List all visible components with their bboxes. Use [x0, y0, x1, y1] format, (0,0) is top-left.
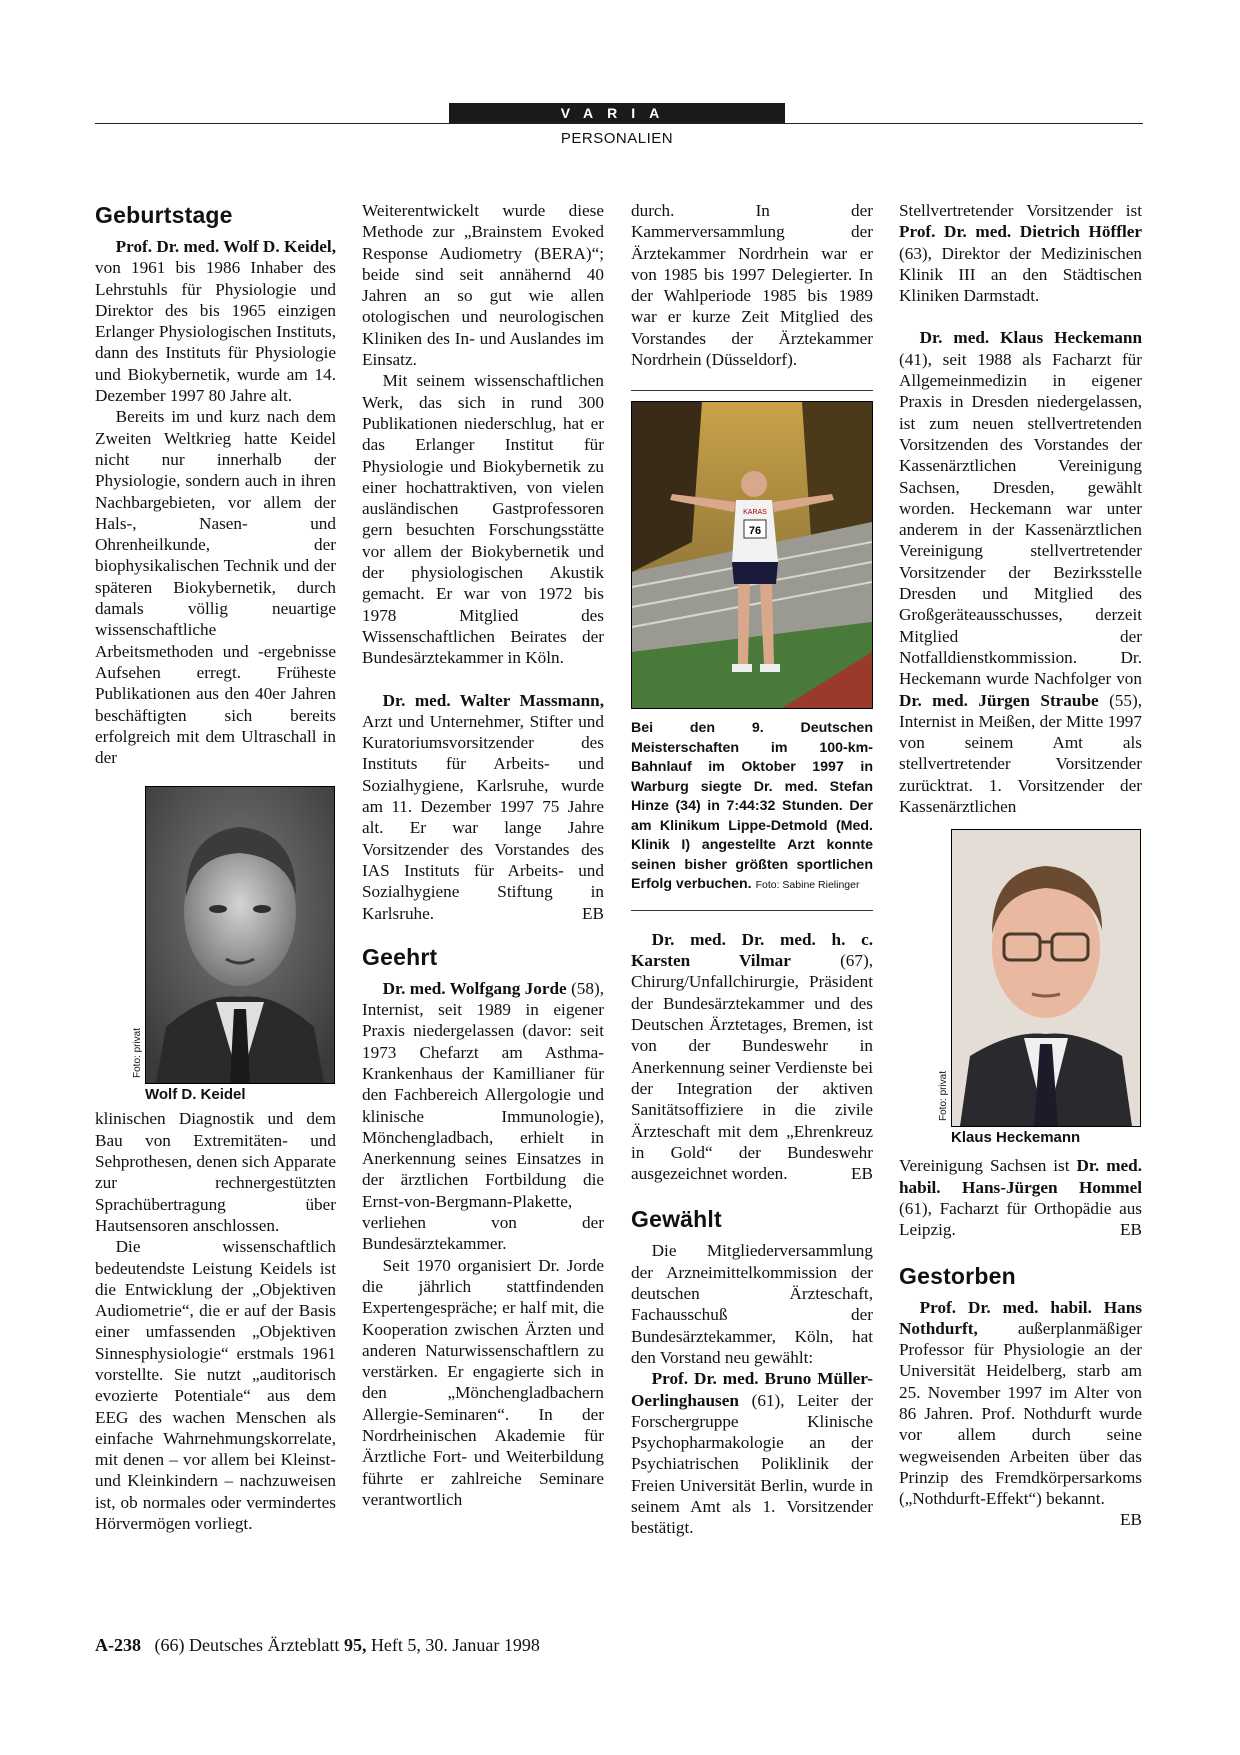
paragraph: Mit seinem wissenschaftlichen Werk, das sich in rund 300 Publikationen niederschlug, hat er das Erlanger Institut für Physiologie und Biokybernetik zu einer hochattraktiven, von vielen ausländischen Gastprofessoren gern besuchten Forschungsstätte vor allem der Biokybernetik und der physiologischen Akustik gemacht. Er war von 1972 bis 1978 Mitglied des Wissenschaftlichen Beirates der Bundesärztekammer in Köln.	[362, 371, 604, 668]
column-2	[362, 200, 604, 1510]
paragraph-vilmar: Dr. med. Dr. med. h. c. Karsten Vilmar (67), Chirurg/Unfallchirurgie, Präsident der Bundesärztekammer und des Deutschen Ärztetages, Bremen, ist von der Bundeswehr in Anerkennung seiner Verdienste bei der Integration der aktiven Sanitätsoffiziere in die zivile Ärzteschaft mit dem „Ehrenkreuz in Gold“ der Bundeswehr ausgezeichnet worden. EB	[631, 929, 873, 1184]
shirt-text: KARAS	[743, 509, 767, 517]
author-signature: EB	[1120, 1510, 1142, 1530]
person-name: Dr. med. Walter Massmann,	[382, 690, 604, 710]
person-name: Dr. med. Dr. med. h. c. Karsten Vilmar	[631, 929, 873, 971]
paragraph: Die Mitgliederversammlung der Arzneimittelkommission der deutschen Ärzteschaft, Fachausschuß der Bundesärztekammer, Köln, hat den Vorstand neu gewählt:	[631, 1241, 873, 1367]
heading-gewaehlt: Gewählt	[631, 1206, 722, 1233]
journal-name: (66) Deutsches Ärzteblatt	[154, 1635, 340, 1655]
paragraph: Weiterentwickelt wurde diese Methode zur „Brainstem Evoked Response Audiometry (BERA)“; beide sind seit annähernd 40 Jahren an so gut wie allen otologischen und neurologischen Kliniken des In- und Auslandes im Einsatz.	[362, 201, 604, 370]
photo-caption-heckemann: Klaus Heckemann	[951, 1129, 1081, 1147]
section-header-varia: VARIA	[449, 103, 785, 124]
person-name: Prof. Dr. med. Wolf D. Keidel,	[115, 237, 336, 256]
header-rule	[95, 123, 1143, 124]
portrait-photo-heckemann	[951, 829, 1141, 1127]
photo-credit: Foto: privat	[938, 1071, 949, 1122]
divider	[631, 910, 873, 911]
person-name: Dr. med. habil. Hans-Jürgen Hommel	[899, 1156, 1142, 1197]
page-number: A-238	[95, 1635, 141, 1655]
author-signature: EB	[1120, 1220, 1142, 1240]
volume-number: 95,	[343, 1635, 367, 1655]
author-signature: EB	[582, 903, 604, 923]
paragraph-keidel-intro: Prof. Dr. med. Wolf D. Keidel, von 1961 bis 1986 Inhaber des Lehrstuhls für Physiologie und Direktor des bis 1965 einzigen Erlanger Physiologischen Instituts, dann des Instituts für Physiologie und Biokybernetik, wurde am 14. Dezember 1997 80 Jahre alt.	[95, 237, 336, 406]
paragraph-heckemann: Dr. med. Klaus Heckemann (41), seit 1988 als Facharzt für Allgemeinmedizin in eigener Praxis in Dresden niedergelassen, ist zum neuen stellvertretenden Vorsitzenden des Vorstandes der Kassenärztlichen Vereinigung Sachsen, Dresden, gewählt worden. Heckemann war unter anderem in der Kassenärztlichen Vereinigung stellvertretender Vorsitzender der Bezirksstelle Dresden und Mitglied des Großgeräteausschusses, derzeit Mitglied der Notfalldienstkommission. Dr. Heckemann wurde Nachfolger von Dr. med. Jürgen Straube (55), Internist in Meißen, der Mitte 1997 von seinem Amt als stellvertretender Vorsitzender zurücktrat. 1. Vorsitzender der Kassenärztlichen	[899, 328, 1142, 817]
paragraph: Seit 1970 organisiert Dr. Jorde die jährlich stattfindenden Expertengespräche; er half mit, die Kooperation zwischen Ärzten und anderen Naturwissenschaftlern zu verstärken. Er engagierte sich in den „Mönchengladbachern Allergie-Seminaren“. In der Nordrheinischen Akademie für Ärztliche Fort- und Weiterbildung führte er zahlreiche Seminare verantwortlich	[362, 1255, 604, 1509]
person-name: Dr. med. Jürgen Straube	[899, 690, 1099, 710]
paragraph-nothdurft: Prof. Dr. med. habil. Hans Nothdurft, außerplanmäßiger Professor für Physiologie an der Universität Heidelberg, starb am 25. November 1997 im Alter von 86 Jahren. Prof. Nothdurft wurde vor allem durch seine wegweisenden Arbeiten über das Prinzip des Fremdkörpersarkoms („Nothdurft-Effekt“) bekannt. EB	[899, 1297, 1142, 1530]
divider	[631, 390, 873, 391]
paragraph: durch. In der Kammerversammlung der Ärztekammer Nordrhein war er von 1985 bis 1997 Delegierter. In der Wahlperiode 1985 bis 1989 war er kurze Zeit Mitglied des Vorstandes der Ärztekammer Nordrhein (Düsseldorf).	[631, 201, 873, 370]
section-subheader: PERSONALIEN	[560, 130, 674, 147]
photo-credit: Foto: Sabine Rielinger	[755, 879, 860, 892]
author-signature: EB	[851, 1164, 873, 1184]
person-name: Prof. Dr. med. Bruno Müller-Oerlinghausen	[631, 1369, 873, 1410]
paragraph-massmann: Dr. med. Walter Massmann, Arzt und Unternehmer, Stifter und Kuratoriumsvorsitzender des Instituts für Arbeits- und Sozialhygiene, Karlsruhe, wurde am 11. Dezember 1997 75 Jahre alt. Er war lange Jahre Vorsitzender des Vorstandes des IAS Instituts für Arbeits- und Sozialhygiene Stiftung in Karlsruhe. EB	[362, 690, 604, 923]
person-name: Prof. Dr. med. Dietrich Höffler	[899, 222, 1142, 242]
column-3	[631, 200, 873, 1539]
heading-gestorben: Gestorben	[899, 1262, 1016, 1289]
portrait-image	[952, 830, 1140, 1126]
paragraph-hoeffler: Stellvertretender Vorsitzender ist Prof. Dr. med. Dietrich Höffler (63), Direktor der Medizinischen Klinik III an den Städtischen Kliniken Darmstadt.	[899, 201, 1142, 306]
issue-date: Heft 5, 30. Januar 1998	[370, 1635, 540, 1655]
person-name: Dr. med. Klaus Heckemann	[919, 328, 1142, 348]
photo-block-heckemann	[899, 829, 1142, 1147]
column-4	[899, 200, 1142, 1531]
paragraph: Bereits im und kurz nach dem Zweiten Weltkrieg hatte Keidel nicht nur innerhalb der Physiologie, sondern auch in ihren Nachbargebieten, vor allem der Hals-, Nasen- und Ohrenheilkunde, der biophysikalischen Technik und der späteren Biokybernetik, durch damals völlig neuartige wissenschaftliche Arbeitsmethoden und -ergebnisse Aufsehen erregt. Früheste Publikationen aus den 40er Jahren beschäftigten sich bereits erfolgreich mit dem Ultraschall in der	[95, 407, 336, 768]
paragraph: klinischen Diagnostik und dem Bau von Extremitäten- und Sehprothesen, denen sich Apparate zur rechnergestützten Sprachübertragung über Hautsensoren anschlossen.	[95, 1109, 336, 1235]
paragraph-jorde: Dr. med. Wolfgang Jorde (58), Internist, seit 1989 in eigener Praxis niedergelassen (davor: seit 1973 Chefarzt am Asthma-Krankenhaus der Kamillianer für den Fachbereich Allergologie und klinische Immunologie), Mönchengladbach, erhielt in Anerkennung seines Einsatzes in der ärztlichen Fortbildung die Ernst-von-Bergmann-Plakette, verliehen von der Bundesärztekammer.	[362, 978, 604, 1254]
page-footer	[95, 1635, 540, 1656]
portrait-image	[146, 787, 334, 1083]
photo-caption-runner: Bei den 9. Deutschen Meisterschaften im 100-km-Bahnlauf im Oktober 1997 in Warburg siegte Dr. med. Stefan Hinze (34) in 7:44:32 Stunden. Der am Klinikum Lippe-Detmold (Med. Klinik I) angestellte Arzt konnte seinen bisher größten sportlichen Erfolg verbuchen. Foto: Sabine Rielinger	[631, 720, 873, 893]
runner-image	[632, 402, 872, 708]
heading-geburtstage: Geburtstage	[95, 202, 233, 228]
heading-geehrt: Geehrt	[362, 943, 438, 970]
photo-caption-keidel: Wolf D. Keidel	[145, 1086, 246, 1104]
column-1	[95, 200, 336, 1534]
photo-credit: Foto: privat	[132, 1028, 143, 1079]
person-name: Dr. med. Wolfgang Jorde	[382, 978, 567, 998]
paragraph-hommel: Vereinigung Sachsen ist Dr. med. habil. Hans-Jürgen Hommel (61), Facharzt für Orthopädie aus Leipzig. EB	[899, 1156, 1142, 1240]
photo-block-keidel	[95, 786, 336, 1104]
photo-runner	[631, 401, 873, 709]
person-name: Prof. Dr. med. habil. Hans Nothdurft,	[899, 1297, 1142, 1338]
paragraph-mueller-oerlinghausen: Prof. Dr. med. Bruno Müller-Oerlinghausen (61), Leiter der Forschergruppe Klinische Psychopharmakologie an der Psychiatrischen Poliklinik der Freien Universität Berlin, wurde in seinem Amt als 1. Vorsitzender bestätigt.	[631, 1369, 873, 1538]
paragraph: Die wissenschaftlich bedeutendste Leistung Keidels ist die Entwicklung der „Objektiven Audiometrie“, die er auf der Basis einer umfassenden „Objektiven Sinnesphysiologie“ erstmals 1961 vorstellte. Sie nutzt „auditorisch evozierte Potentiale“ aus dem EEG des wachen Menschen als einfache Wahrnehmungskorrelate, mit denen – vor allem bei Kleinst- und Kleinkindern – nachzuweisen ist, ob normales oder vermindertes Hörvermögen vorliegt.	[95, 1237, 336, 1534]
portrait-photo-keidel	[145, 786, 335, 1084]
bib-number: 76	[748, 525, 762, 538]
